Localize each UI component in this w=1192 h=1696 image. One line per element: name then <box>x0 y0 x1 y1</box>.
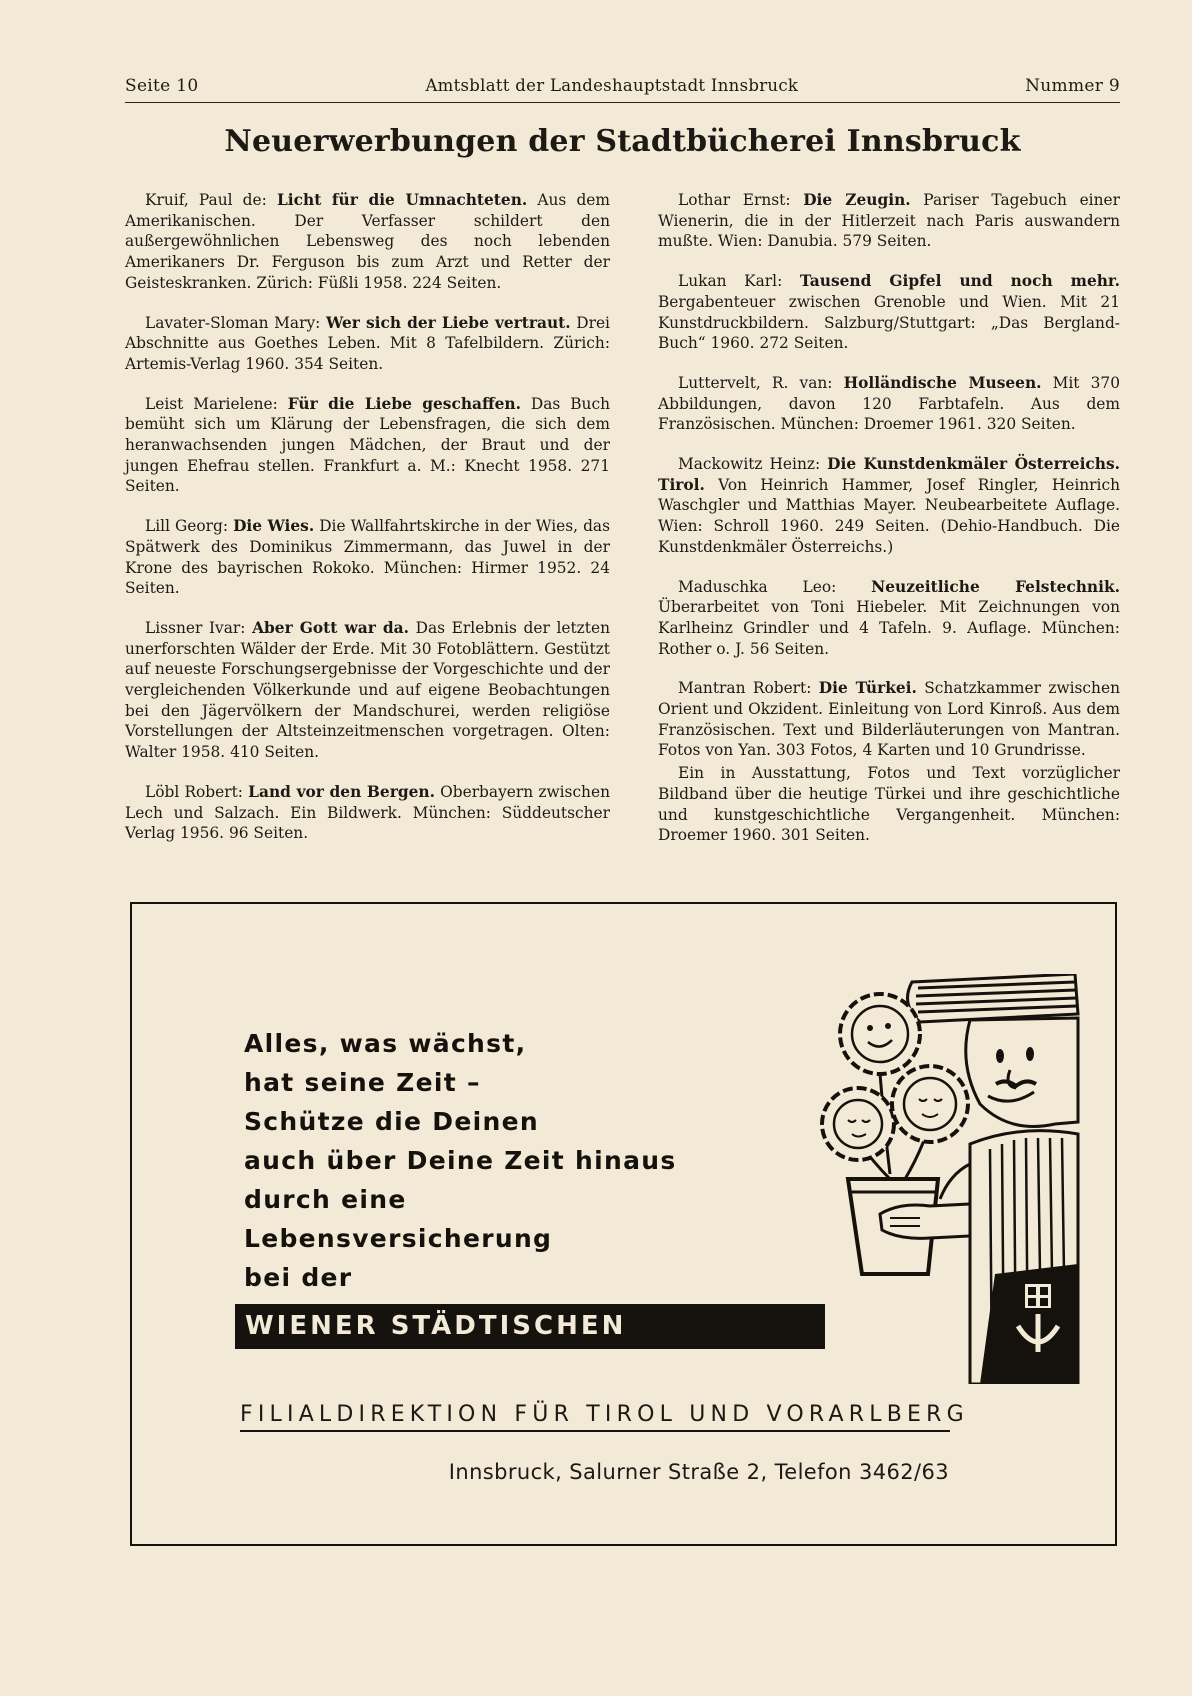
branch-office: FILIALDIREKTION FÜR TIROL UND VORARLBERG <box>240 1402 950 1432</box>
book-entry: Luttervelt, R. van: Holländische Museen. Mit 370 Abbildungen, davon 120 Farbtafeln. Aus dem Französischen. München: Droemer 1961. 320 Seiten. <box>658 373 1120 434</box>
book-entry: Lavater-Sloman Mary: Wer sich der Liebe vertraut. Drei Abschnitte aus Goethes Leben. Mit 8 Tafelbildern. Zürich: Artemis-Verlag 1960. 354 Seiten. <box>125 313 610 373</box>
running-head <box>125 76 1120 103</box>
book-list <box>125 190 1121 845</box>
book-entry: Lothar Ernst: Die Zeugin. Pariser Tagebuch einer Wienerin, die in der Hitlerzeit nach Paris auswandern mußte. Wien: Danubia. 579 Seiten. <box>658 191 1120 251</box>
slogan-line: bei der <box>244 1263 353 1292</box>
book-entry: Mackowitz Heinz: Die Kunstdenkmäler Österreichs. Tirol. Von Heinrich Hammer, Josef Ringler, Heinrich Waschgler und Matthias Mayer. Neubearbeitete Auflage. Wien: Schroll 1960. 249 Seiten. (Dehio-Handbuch. Die Kunstdenkmäler Österreichs.) <box>658 455 1121 556</box>
article-title: Neuerwerbungen der Stadtbücherei Innsbruck <box>224 124 1021 159</box>
slogan-line: auch über Deine Zeit hinaus <box>244 1146 677 1175</box>
left-column <box>125 190 611 843</box>
slogan-line: Lebensversicherung <box>244 1224 553 1253</box>
slogan-line: Alles, was wächst, <box>244 1029 527 1058</box>
book-entry: Mantran Robert: Die Türkei. Schatzkammer zwischen Orient und Okzident. Einleitung von Lord Kinroß. Aus dem Französischen. Text und Bilderläuterungen von Mantran. Fotos von Yan. 303 Fotos, 4 Karten und 10 Grundrisse. <box>658 679 1120 760</box>
issue-number: Nummer 9 <box>1025 76 1120 96</box>
right-column <box>658 190 1121 845</box>
book-entry: Maduschka Leo: Neuzeitliche Felstechnik. Überarbeitet von Toni Hiebeler. Mit Zeichnungen von Karlheinz Grindler und 4 Tafeln. 9. Auflage. München: Rother o. J. 56 Seiten. <box>658 577 1120 658</box>
insurance-advertisement <box>130 902 1117 1546</box>
book-entry: Lill Georg: Die Wies. Die Wallfahrtskirche in der Wies, das Spätwerk des Dominikus Zimmermann, das Juwel in der Krone des bayrischen Rokoko. München: Hirmer 1952. 24 Seiten. <box>125 517 610 598</box>
slogan-line: Schütze die Deinen <box>244 1107 539 1136</box>
publication-title: Amtsblatt der Landeshauptstadt Innsbruck <box>425 76 799 95</box>
brand-name: WIENER STÄDTISCHEN <box>235 1304 825 1349</box>
book-entry: Löbl Robert: Land vor den Bergen. Oberbayern zwischen Lech und Salzach. Ein Bildwerk. München: Süddeutscher Verlag 1956. 96 Seiten. <box>125 782 610 843</box>
man-with-flowerpot-illustration <box>820 974 1080 1384</box>
ad-slogan <box>244 1024 677 1297</box>
branch-address: Innsbruck, Salurner Straße 2, Telefon 3462/63 <box>448 1460 949 1484</box>
slogan-line: hat seine Zeit – <box>244 1068 481 1097</box>
book-entry: Lukan Karl: Tausend Gipfel und noch mehr. Bergabenteuer zwischen Grenoble und Wien. Mit 21 Kunstdruckbildern. Salzburg/Stuttgart: „Das Bergland-Buch“ 1960. 272 Seiten. <box>658 272 1120 353</box>
book-entry-continuation: Ein in Ausstattung, Fotos und Text vorzüglicher Bildband über die heutige Türkei und ihre geschichtliche und kunstgeschichtliche Vergangenheit. München: Droemer 1960. 301 Seiten. <box>658 764 1120 845</box>
page-number: Seite 10 <box>125 76 199 96</box>
book-entry: Leist Marielene: Für die Liebe geschaffen. Das Buch bemüht sich um Klärung der Lebensfragen, die sich dem heranwachsenden jungen Mädchen, der Braut und der jungen Ehefrau stellen. Frankfurt a. M.: Knecht 1958. 271 Seiten. <box>125 394 610 496</box>
slogan-line: durch eine <box>244 1185 407 1214</box>
book-entry: Kruif, Paul de: Licht für die Umnachteten. Aus dem Amerikanischen. Der Verfasser schildert den außergewöhnlichen Lebensweg des noch lebenden Amerikaners Dr. Ferguson bis zum Arzt und Retter der Geisteskranken. Zürich: Füßli 1958. 224 Seiten. <box>125 191 611 292</box>
book-entry: Lissner Ivar: Aber Gott war da. Das Erlebnis der letzten unerforschten Wälder der Erde. Mit 30 Fotoblättern. Gestützt auf neueste Forschungsergebnisse der Vorgeschichte und der vergleichenden Völkerkunde und auf eigene Beobachtungen bei den Jägervölkern der Mandschurei, werden religiöse Vorstellungen der Altsteinzeitmenschen vorgetragen. Olten: Walter 1958. 410 Seiten. <box>125 618 610 762</box>
